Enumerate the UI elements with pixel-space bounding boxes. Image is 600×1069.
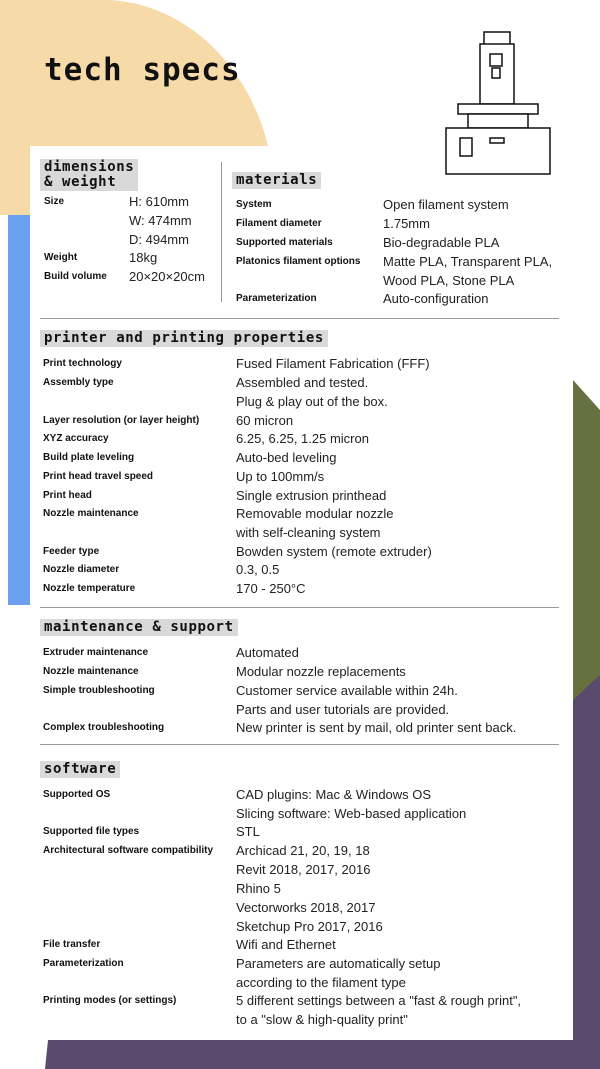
spec-value: 5 different settings between a "fast & rough print",: [236, 993, 522, 1008]
spec-value: CAD plugins: Mac & Windows OS: [236, 787, 432, 802]
spec-label: Layer resolution (or layer height): [43, 415, 200, 426]
spec-value: Plug & play out of the box.: [236, 394, 388, 409]
weight-value: 18kg: [129, 250, 158, 265]
printer-header: printer and printing properties: [40, 330, 328, 347]
divider: [40, 607, 559, 608]
spec-label: XYZ accuracy: [43, 433, 109, 444]
spec-label: Feeder type: [43, 546, 100, 557]
spec-value: 60 micron: [236, 413, 294, 428]
spec-value: New printer is sent by mail, old printer sent back.: [236, 720, 517, 735]
spec-value: Modular nozzle replacements: [236, 664, 406, 679]
spec-value: according to the filament type: [236, 975, 406, 990]
spec-label: Printing modes (or settings): [43, 995, 177, 1006]
spec-value: Customer service available within 24h.: [236, 683, 458, 698]
spec-value: STL: [236, 824, 260, 839]
spec-value: Wood PLA, Stone PLA: [383, 273, 515, 288]
spec-label: Extruder maintenance: [43, 647, 149, 658]
spec-value: 0.3, 0.5: [236, 562, 280, 577]
size-label: Size: [44, 196, 65, 207]
size-width: W: 474mm: [129, 213, 192, 228]
build-volume-value: 20×20×20cm: [129, 269, 205, 284]
spec-label: Complex troubleshooting: [43, 722, 165, 733]
spec-value: Parts and user tutorials are provided.: [236, 702, 450, 717]
spec-value: Vectorworks 2018, 2017: [236, 900, 376, 915]
spec-value: to a "slow & high-quality print": [236, 1012, 408, 1027]
spec-value: Up to 100mm/s: [236, 469, 325, 484]
size-depth: D: 494mm: [129, 232, 189, 247]
spec-value: Fused Filament Fabrication (FFF): [236, 356, 430, 371]
spec-value: Rhino 5: [236, 881, 281, 896]
olive-shape: [573, 380, 600, 700]
spec-value: Matte PLA, Transparent PLA,: [383, 254, 553, 269]
spec-value: Slicing software: Web-based application: [236, 806, 467, 821]
spec-value: Wifi and Ethernet: [236, 937, 336, 952]
spec-value: Parameters are automatically setup: [236, 956, 441, 971]
3d-printer-icon: [442, 30, 554, 178]
spec-label: File transfer: [43, 939, 101, 950]
size-height: H: 610mm: [129, 194, 189, 209]
spec-label: Nozzle maintenance: [43, 666, 139, 677]
spec-value: Automated: [236, 645, 299, 660]
spec-value: Auto-configuration: [383, 291, 489, 306]
maintenance-header: maintenance & support: [40, 619, 238, 636]
spec-value: Open filament system: [383, 197, 509, 212]
spec-value: with self-cleaning system: [236, 525, 381, 540]
spec-value: Revit 2018, 2017, 2016: [236, 862, 371, 877]
spec-label: Build plate leveling: [43, 452, 135, 463]
spec-value: Auto-bed leveling: [236, 450, 337, 465]
spec-value: Archicad 21, 20, 19, 18: [236, 843, 370, 858]
column-divider: [221, 162, 222, 302]
spec-label: Nozzle temperature: [43, 583, 136, 594]
spec-label: Supported OS: [43, 789, 111, 800]
spec-label: Print technology: [43, 358, 122, 369]
spec-label: Filament diameter: [236, 218, 322, 229]
spec-value: Bowden system (remote extruder): [236, 544, 432, 559]
spec-value: Assembled and tested.: [236, 375, 369, 390]
spec-label: Parameterization: [43, 958, 124, 969]
spec-label: System: [236, 199, 272, 210]
spec-value: Single extrusion printhead: [236, 488, 387, 503]
spec-label: Parameterization: [236, 293, 317, 304]
spec-label: Nozzle diameter: [43, 564, 120, 575]
spec-label: Platonics filament options: [236, 256, 361, 267]
spec-label: Print head travel speed: [43, 471, 154, 482]
blue-strip: [8, 215, 30, 605]
spec-label: Supported materials: [236, 237, 333, 248]
spec-value: 1.75mm: [383, 216, 430, 231]
spec-label: Assembly type: [43, 377, 114, 388]
spec-value: Removable modular nozzle: [236, 506, 394, 521]
spec-label: Simple troubleshooting: [43, 685, 155, 696]
materials-header: materials: [232, 172, 321, 189]
divider: [40, 744, 559, 745]
spec-value: 6.25, 6.25, 1.25 micron: [236, 431, 369, 446]
spec-label: Nozzle maintenance: [43, 508, 139, 519]
spec-label: Architectural software compatibility: [43, 845, 214, 856]
spec-label: Supported file types: [43, 826, 140, 837]
divider: [40, 318, 559, 319]
spec-value: 170 - 250°C: [236, 581, 306, 596]
software-header: software: [40, 761, 120, 778]
spec-value: Bio-degradable PLA: [383, 235, 500, 250]
build-volume-label: Build volume: [44, 271, 107, 282]
dimensions-header: dimensions & weight: [40, 159, 138, 191]
spec-value: Sketchup Pro 2017, 2016: [236, 919, 383, 934]
spec-label: Print head: [43, 490, 92, 501]
weight-label: Weight: [44, 252, 78, 263]
page-title: tech specs: [44, 52, 241, 88]
